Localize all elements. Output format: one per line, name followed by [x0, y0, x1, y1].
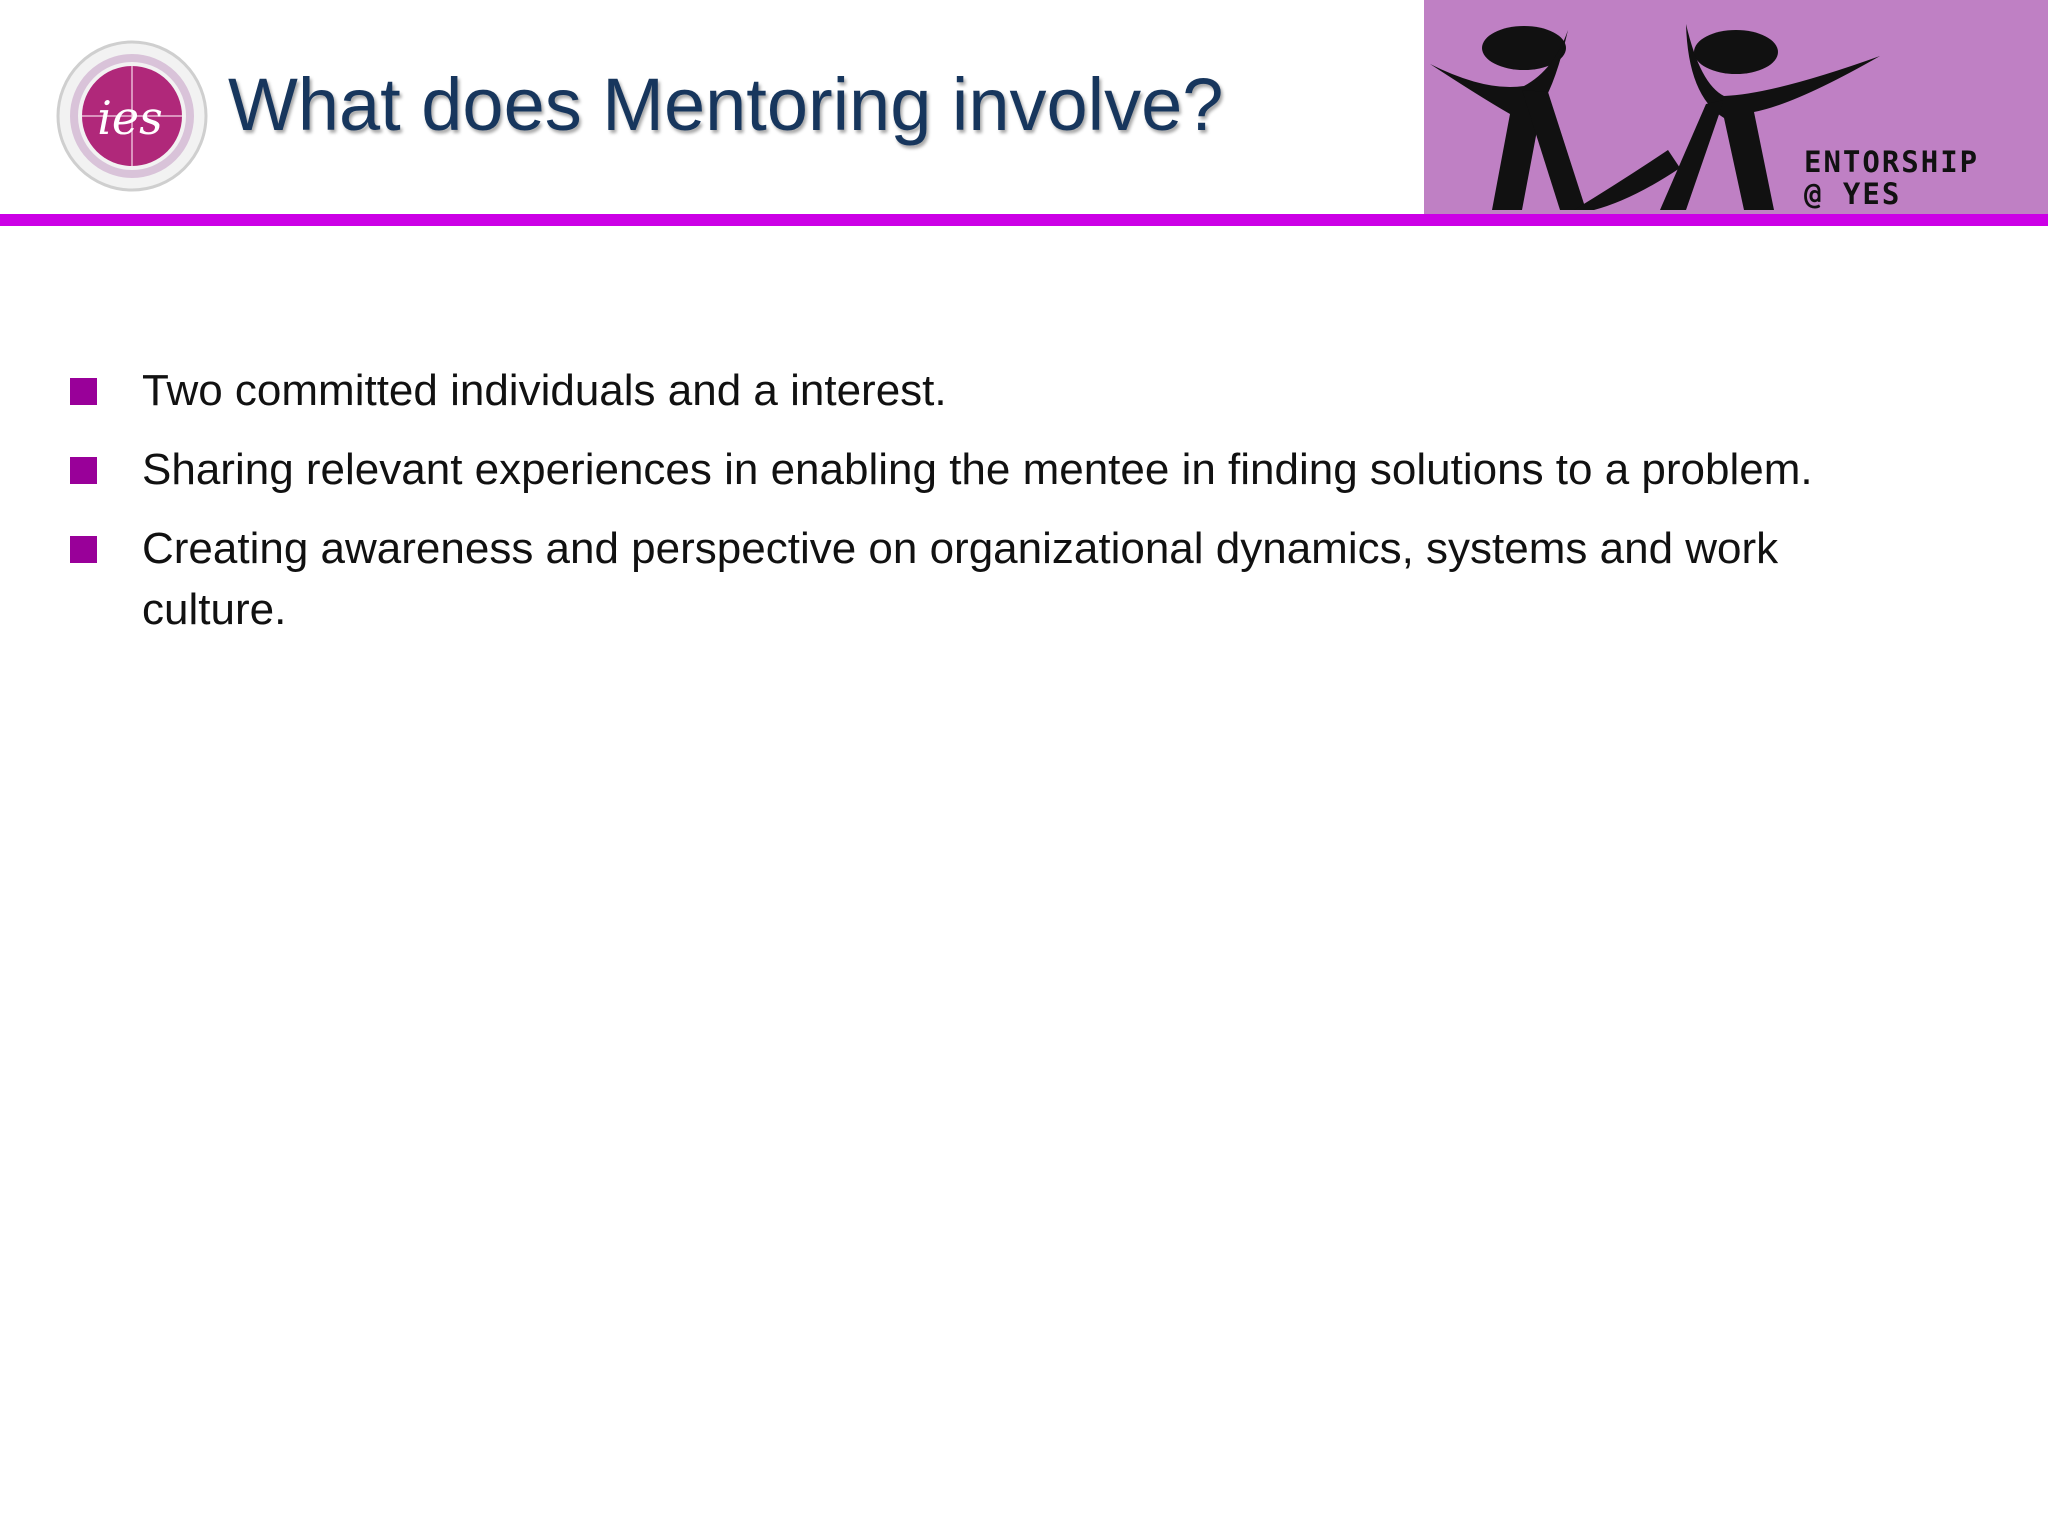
bullet-text: Creating awareness and perspective on organizational dynamics, systems and work culture. — [142, 524, 1779, 634]
mentorship-brand-banner — [1424, 0, 2048, 214]
bullet-text: Sharing relevant experiences in enabling the mentee in finding solutions to a problem. — [142, 445, 1813, 494]
slide-header — [0, 0, 2048, 218]
square-bullet-icon — [70, 378, 97, 405]
bullet-text: Two committed individuals and a interest. — [142, 366, 947, 415]
square-bullet-icon — [70, 457, 97, 484]
bullet-item — [0, 439, 2048, 500]
square-bullet-icon — [70, 536, 97, 563]
brand-line-2: @ YES — [1804, 177, 1902, 211]
header-divider — [0, 214, 2048, 226]
ies-logo-icon — [56, 40, 208, 192]
brand-line-1: ENTORSHIP — [1804, 145, 1980, 179]
bullet-item — [0, 518, 2048, 640]
mentorship-brand-text — [1804, 146, 2044, 210]
bullet-list — [0, 360, 2048, 640]
bullet-item — [0, 360, 2048, 421]
slide-content — [0, 360, 2048, 658]
page-title: What does Mentoring involve? — [228, 63, 1224, 146]
ies-logo-text: ies — [97, 91, 163, 145]
